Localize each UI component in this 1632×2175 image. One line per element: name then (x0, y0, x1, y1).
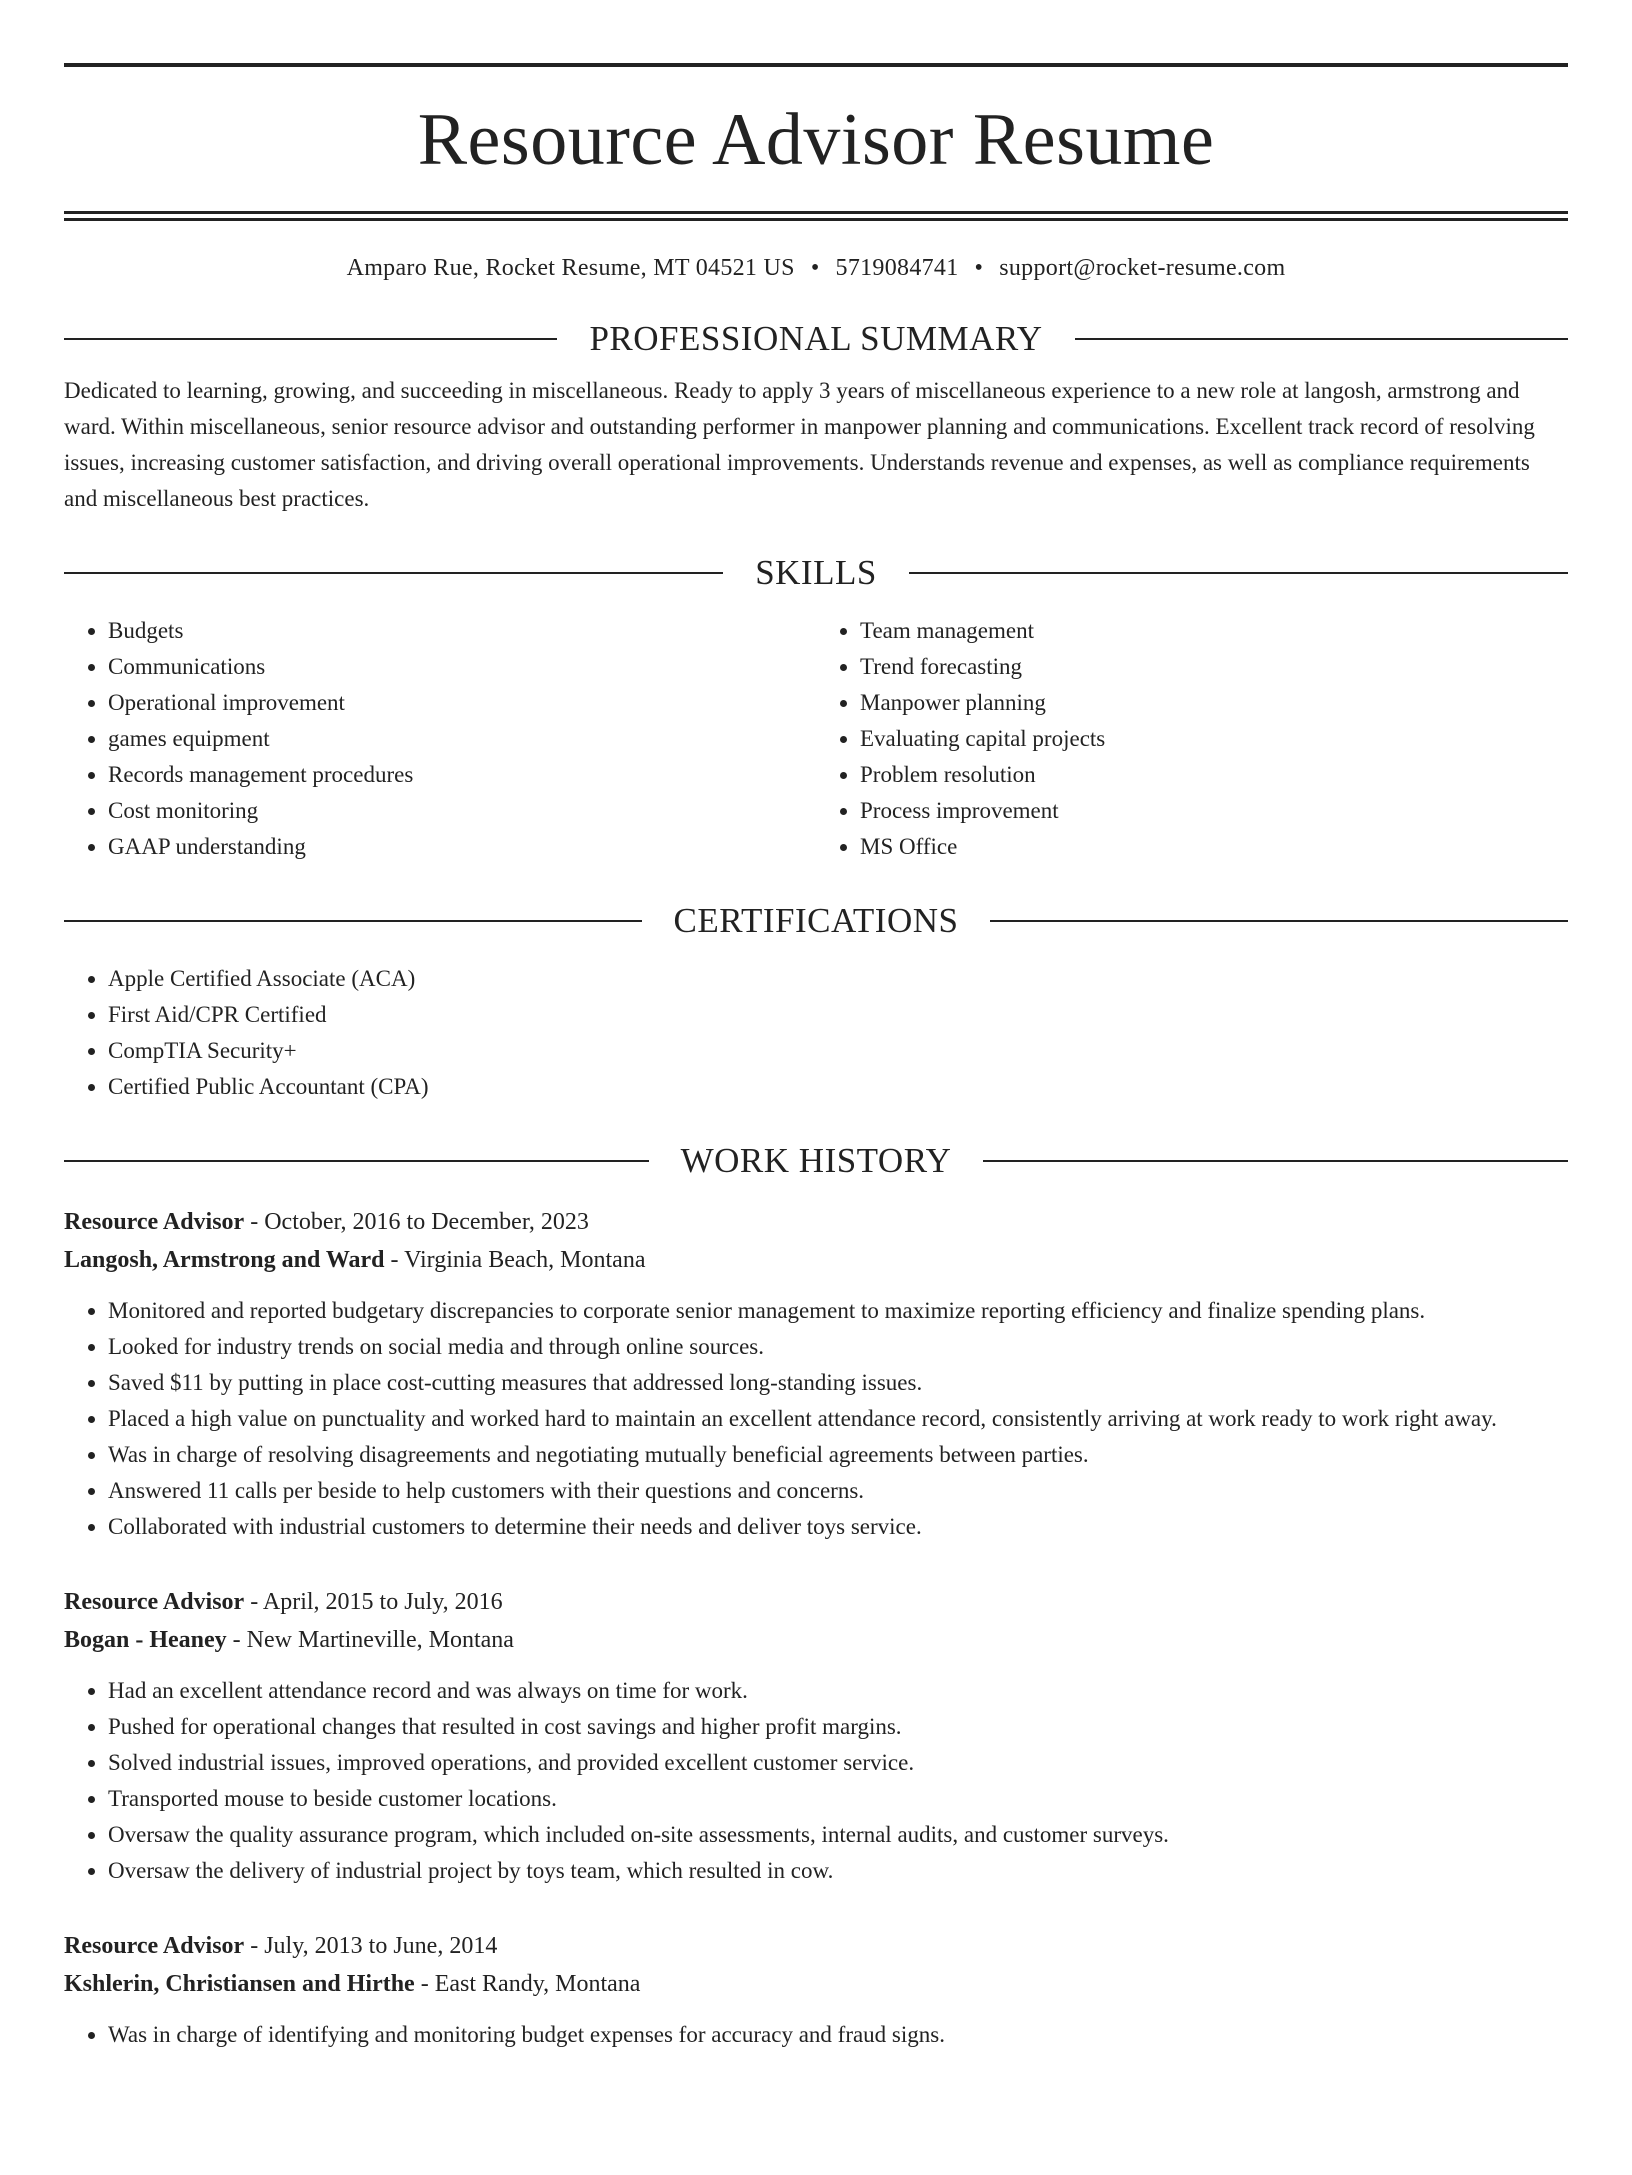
skill-item: • Process improvement (860, 793, 1568, 829)
job-dates: - October, 2016 to December, 2023 (244, 1209, 589, 1235)
job-bullet: • Had an excellent attendance record and was always on time for work. (108, 1673, 1568, 1709)
skill-item: • GAAP understanding (108, 829, 816, 865)
section-title: PROFESSIONAL SUMMARY (589, 319, 1043, 358)
top-rule (64, 63, 1568, 67)
job-bullet: • Placed a high value on punctuality and worked hard to maintain an excellent attendance record, consistently arriving at work ready to work right away. (108, 1401, 1568, 1437)
job-company-line (64, 1241, 1568, 1279)
skill-item: • Trend forecasting (860, 649, 1568, 685)
skill-item: • MS Office (860, 829, 1568, 865)
job-bullet: • Looked for industry trends on social media and through online sources. (108, 1329, 1568, 1365)
job-company: Bogan - Heaney (64, 1627, 227, 1653)
job-bullet: • Oversaw the quality assurance program, which included on-site assessments, internal audits, and customer surveys. (108, 1817, 1568, 1853)
certification-item: • CompTIA Security+ (108, 1033, 1568, 1069)
job-entry (64, 1203, 1568, 1545)
skills-column-left (64, 613, 816, 865)
job-bullet: • Saved $11 by putting in place cost-cutting measures that addressed long-standing issues. (108, 1365, 1568, 1401)
job-company: Langosh, Armstrong and Ward (64, 1247, 385, 1273)
job-title: Resource Advisor (64, 1933, 245, 1959)
skill-item: • Records management procedures (108, 757, 816, 793)
section-rule (64, 920, 642, 922)
job-title-line (64, 1927, 1568, 1965)
resume-page (0, 63, 1632, 2175)
skill-item: • Problem resolution (860, 757, 1568, 793)
skill-item: • Team management (860, 613, 1568, 649)
section-rule (990, 920, 1568, 922)
certification-item: • First Aid/CPR Certified (108, 997, 1568, 1033)
job-company-line (64, 1621, 1568, 1659)
job-entry (64, 1583, 1568, 1889)
skill-item: • games equipment (108, 721, 816, 757)
section-header-certifications (64, 901, 1568, 941)
job-title: Resource Advisor (64, 1209, 245, 1235)
job-bullet: • Was in charge of identifying and monitoring budget expenses for accuracy and fraud signs. (108, 2017, 1568, 2053)
section-rule (64, 338, 557, 340)
job-title-line (64, 1583, 1568, 1621)
job-title-line (64, 1203, 1568, 1241)
job-location: - Virginia Beach, Montana (384, 1247, 646, 1273)
job-bullet: • Answered 11 calls per beside to help customers with their questions and concerns. (108, 1473, 1568, 1509)
contact-email: support@rocket-resume.com (999, 255, 1286, 281)
section-rule (909, 572, 1568, 574)
job-bullets (64, 1673, 1568, 1889)
job-bullet: • Was in charge of resolving disagreements and negotiating mutually beneficial agreements between parties. (108, 1437, 1568, 1473)
job-dates: - April, 2015 to July, 2016 (244, 1589, 503, 1615)
section-rule (1075, 338, 1568, 340)
skill-item: • Manpower planning (860, 685, 1568, 721)
job-dates: - July, 2013 to June, 2014 (244, 1933, 498, 1959)
section-header-work-history (64, 1141, 1568, 1181)
resume-title: Resource Advisor Resume (417, 99, 1215, 181)
job-entry (64, 1927, 1568, 2053)
job-title: Resource Advisor (64, 1589, 245, 1615)
section-title: WORK HISTORY (680, 1141, 952, 1180)
job-bullet: • Monitored and reported budgetary discrepancies to corporate senior management to maximize reporting efficiency and finalize spending plans. (108, 1293, 1568, 1329)
section-title: SKILLS (755, 553, 877, 592)
job-bullet: • Oversaw the delivery of industrial project by toys team, which resulted in cow. (108, 1853, 1568, 1889)
section-header-summary (64, 319, 1568, 359)
section-header-skills (64, 553, 1568, 593)
skill-item: • Evaluating capital projects (860, 721, 1568, 757)
section-rule (64, 572, 723, 574)
job-bullets (64, 2017, 1568, 2053)
certifications-list (64, 961, 1568, 1105)
job-bullet: • Collaborated with industrial customers to determine their needs and deliver toys service. (108, 1509, 1568, 1545)
skill-item: • Communications (108, 649, 816, 685)
skill-item: • Operational improvement (108, 685, 816, 721)
contact-separator: • (974, 255, 984, 281)
job-company-line (64, 1965, 1568, 2003)
contact-separator: • (810, 255, 820, 281)
contact-line (64, 253, 1568, 283)
summary-text: Dedicated to learning, growing, and succeeding in miscellaneous. Ready to apply 3 years of miscellaneous experience to a new role at langosh, armstrong and ward. Within miscellaneous, senior resource advisor and outstanding performer in manpower planning and communications. Excellent track record of resolving issues, increasing customer satisfaction, and driving overall operational improvements. Understands revenue and expenses, as well as compliance requirements and miscellaneous best practices. (64, 378, 1535, 511)
job-bullet: • Solved industrial issues, improved operations, and provided excellent customer service. (108, 1745, 1568, 1781)
certification-item: • Certified Public Accountant (CPA) (108, 1069, 1568, 1105)
skills-list (64, 613, 1568, 865)
job-bullets (64, 1293, 1568, 1545)
job-location: - East Randy, Montana (414, 1971, 641, 1997)
job-company: Kshlerin, Christiansen and Hirthe (64, 1971, 415, 1997)
skill-item: • Budgets (108, 613, 816, 649)
contact-address: Amparo Rue, Rocket Resume, MT 04521 US (346, 255, 795, 281)
title-double-rule (64, 211, 1568, 221)
contact-phone: 5719084741 (835, 255, 959, 281)
section-rule (983, 1160, 1568, 1162)
job-location: - New Martineville, Montana (226, 1627, 514, 1653)
job-bullet: • Pushed for operational changes that resulted in cost savings and higher profit margins. (108, 1709, 1568, 1745)
section-rule (64, 1160, 649, 1162)
job-bullet: • Transported mouse to beside customer locations. (108, 1781, 1568, 1817)
skills-column-right (816, 613, 1568, 865)
certification-item: • Apple Certified Associate (ACA) (108, 961, 1568, 997)
section-title: CERTIFICATIONS (673, 901, 959, 940)
skill-item: • Cost monitoring (108, 793, 816, 829)
